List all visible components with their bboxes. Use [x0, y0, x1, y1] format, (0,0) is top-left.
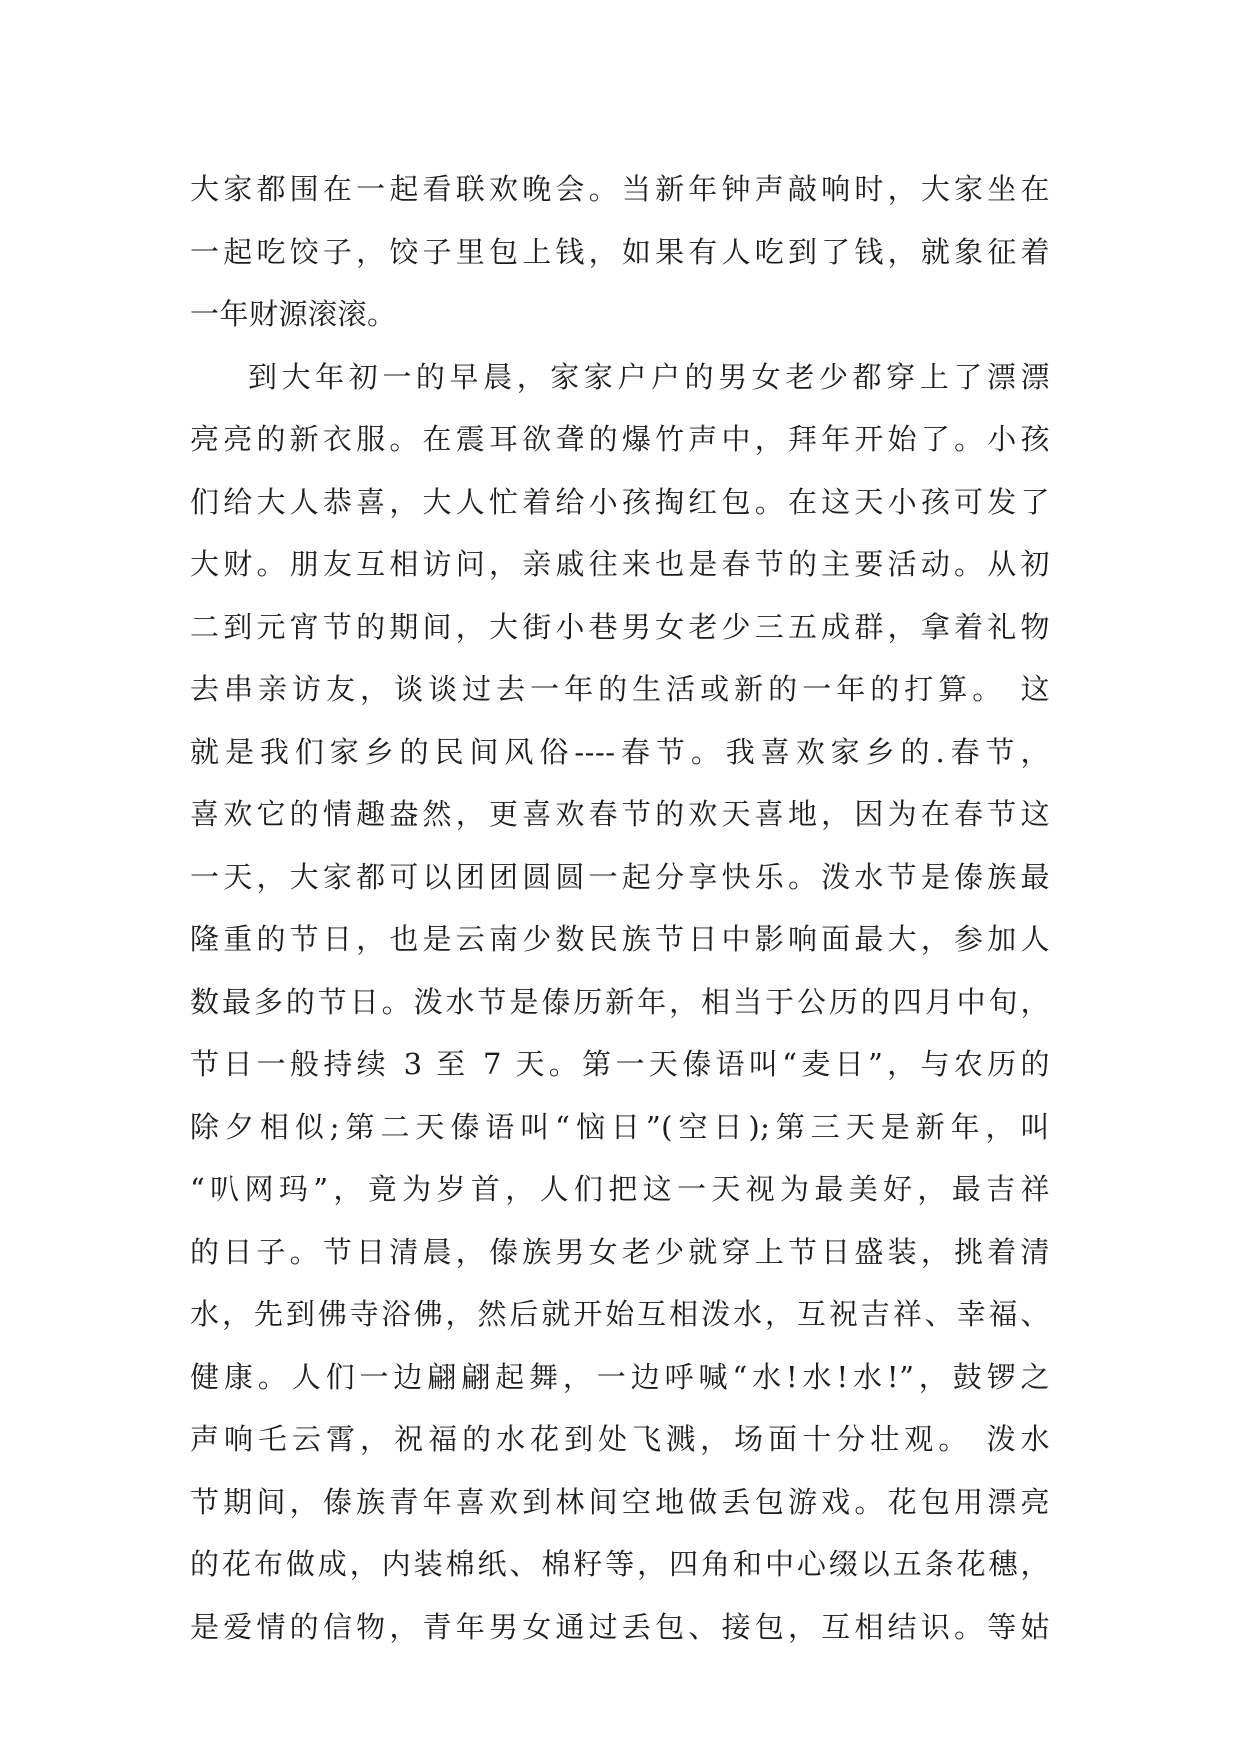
text-line: 的日子。节日清晨，傣族男女老少就穿上节日盛装，挑着清: [190, 1234, 1050, 1269]
body-text: [190, 158, 1050, 1658]
text-line: 节日一般持续 3 至 7 天。第一天傣语叫“麦日”，与农历的: [190, 1047, 1050, 1081]
text-line: 们给大人恭喜，大人忙着给小孩掏红包。在这天小孩可发了: [190, 484, 1050, 519]
text-line: 水，先到佛寺浴佛，然后就开始互相泼水，互祝吉祥、幸福、: [190, 1297, 1050, 1331]
text-line: “叭网玛”，竟为岁首，人们把这一天视为最美好，最吉祥: [190, 1172, 1050, 1206]
text-line: 大家都围在一起看联欢晚会。当新年钟声敲响时，大家坐在: [190, 172, 1050, 206]
text-line: 大财。朋友互相访问，亲戚往来也是春节的主要活动。从初: [190, 547, 1050, 581]
text-line: 亮亮的新衣服。在震耳欲聋的爆竹声中，拜年开始了。小孩: [190, 422, 1050, 456]
text-line: 就是我们家乡的民间风俗----春节。我喜欢家乡的.春节，: [190, 734, 1050, 769]
text-line: 除夕相似;第二天傣语叫“恼日”(空日);第三天是新年，叫: [190, 1109, 1050, 1144]
text-line: 一年财源滚滚。: [190, 297, 397, 331]
text-line: 是爱情的信物，青年男女通过丢包、接包，互相结识。等姑: [190, 1609, 1050, 1644]
text-line: 到大年初一的早晨，家家户户的男女老少都穿上了漂漂: [248, 359, 1050, 394]
text-line: 数最多的节日。泼水节是傣历新年，相当于公历的四月中旬，: [190, 984, 1050, 1019]
text-line: 一天，大家都可以团团圆圆一起分享快乐。泼水节是傣族最: [190, 859, 1050, 894]
text-line: 健康。人们一边翩翩起舞，一边呼喊“水!水!水!”，鼓锣之: [190, 1359, 1050, 1394]
text-line: 去串亲访友，谈谈过去一年的生活或新的一年的打算。 这: [190, 672, 1050, 706]
text-line: 声响乇云霄，祝福的水花到处飞溅，场面十分壮观。 泼水: [190, 1422, 1050, 1456]
text-line: 二到元宵节的期间，大街小巷男女老少三五成群，拿着礼物: [190, 609, 1050, 644]
text-line: 一起吃饺子，饺子里包上钱，如果有人吃到了钱，就象征着: [190, 234, 1050, 269]
text-line: 节期间，傣族青年喜欢到林间空地做丢包游戏。花包用漂亮: [190, 1484, 1050, 1519]
text-line: 喜欢它的情趣盎然，更喜欢春节的欢天喜地，因为在春节这: [190, 797, 1050, 831]
text-line: 隆重的节日，也是云南少数民族节日中影响面最大，参加人: [190, 922, 1050, 956]
text-line: 的花布做成，内装棉纸、棉籽等，四角和中心缀以五条花穗，: [190, 1547, 1050, 1581]
